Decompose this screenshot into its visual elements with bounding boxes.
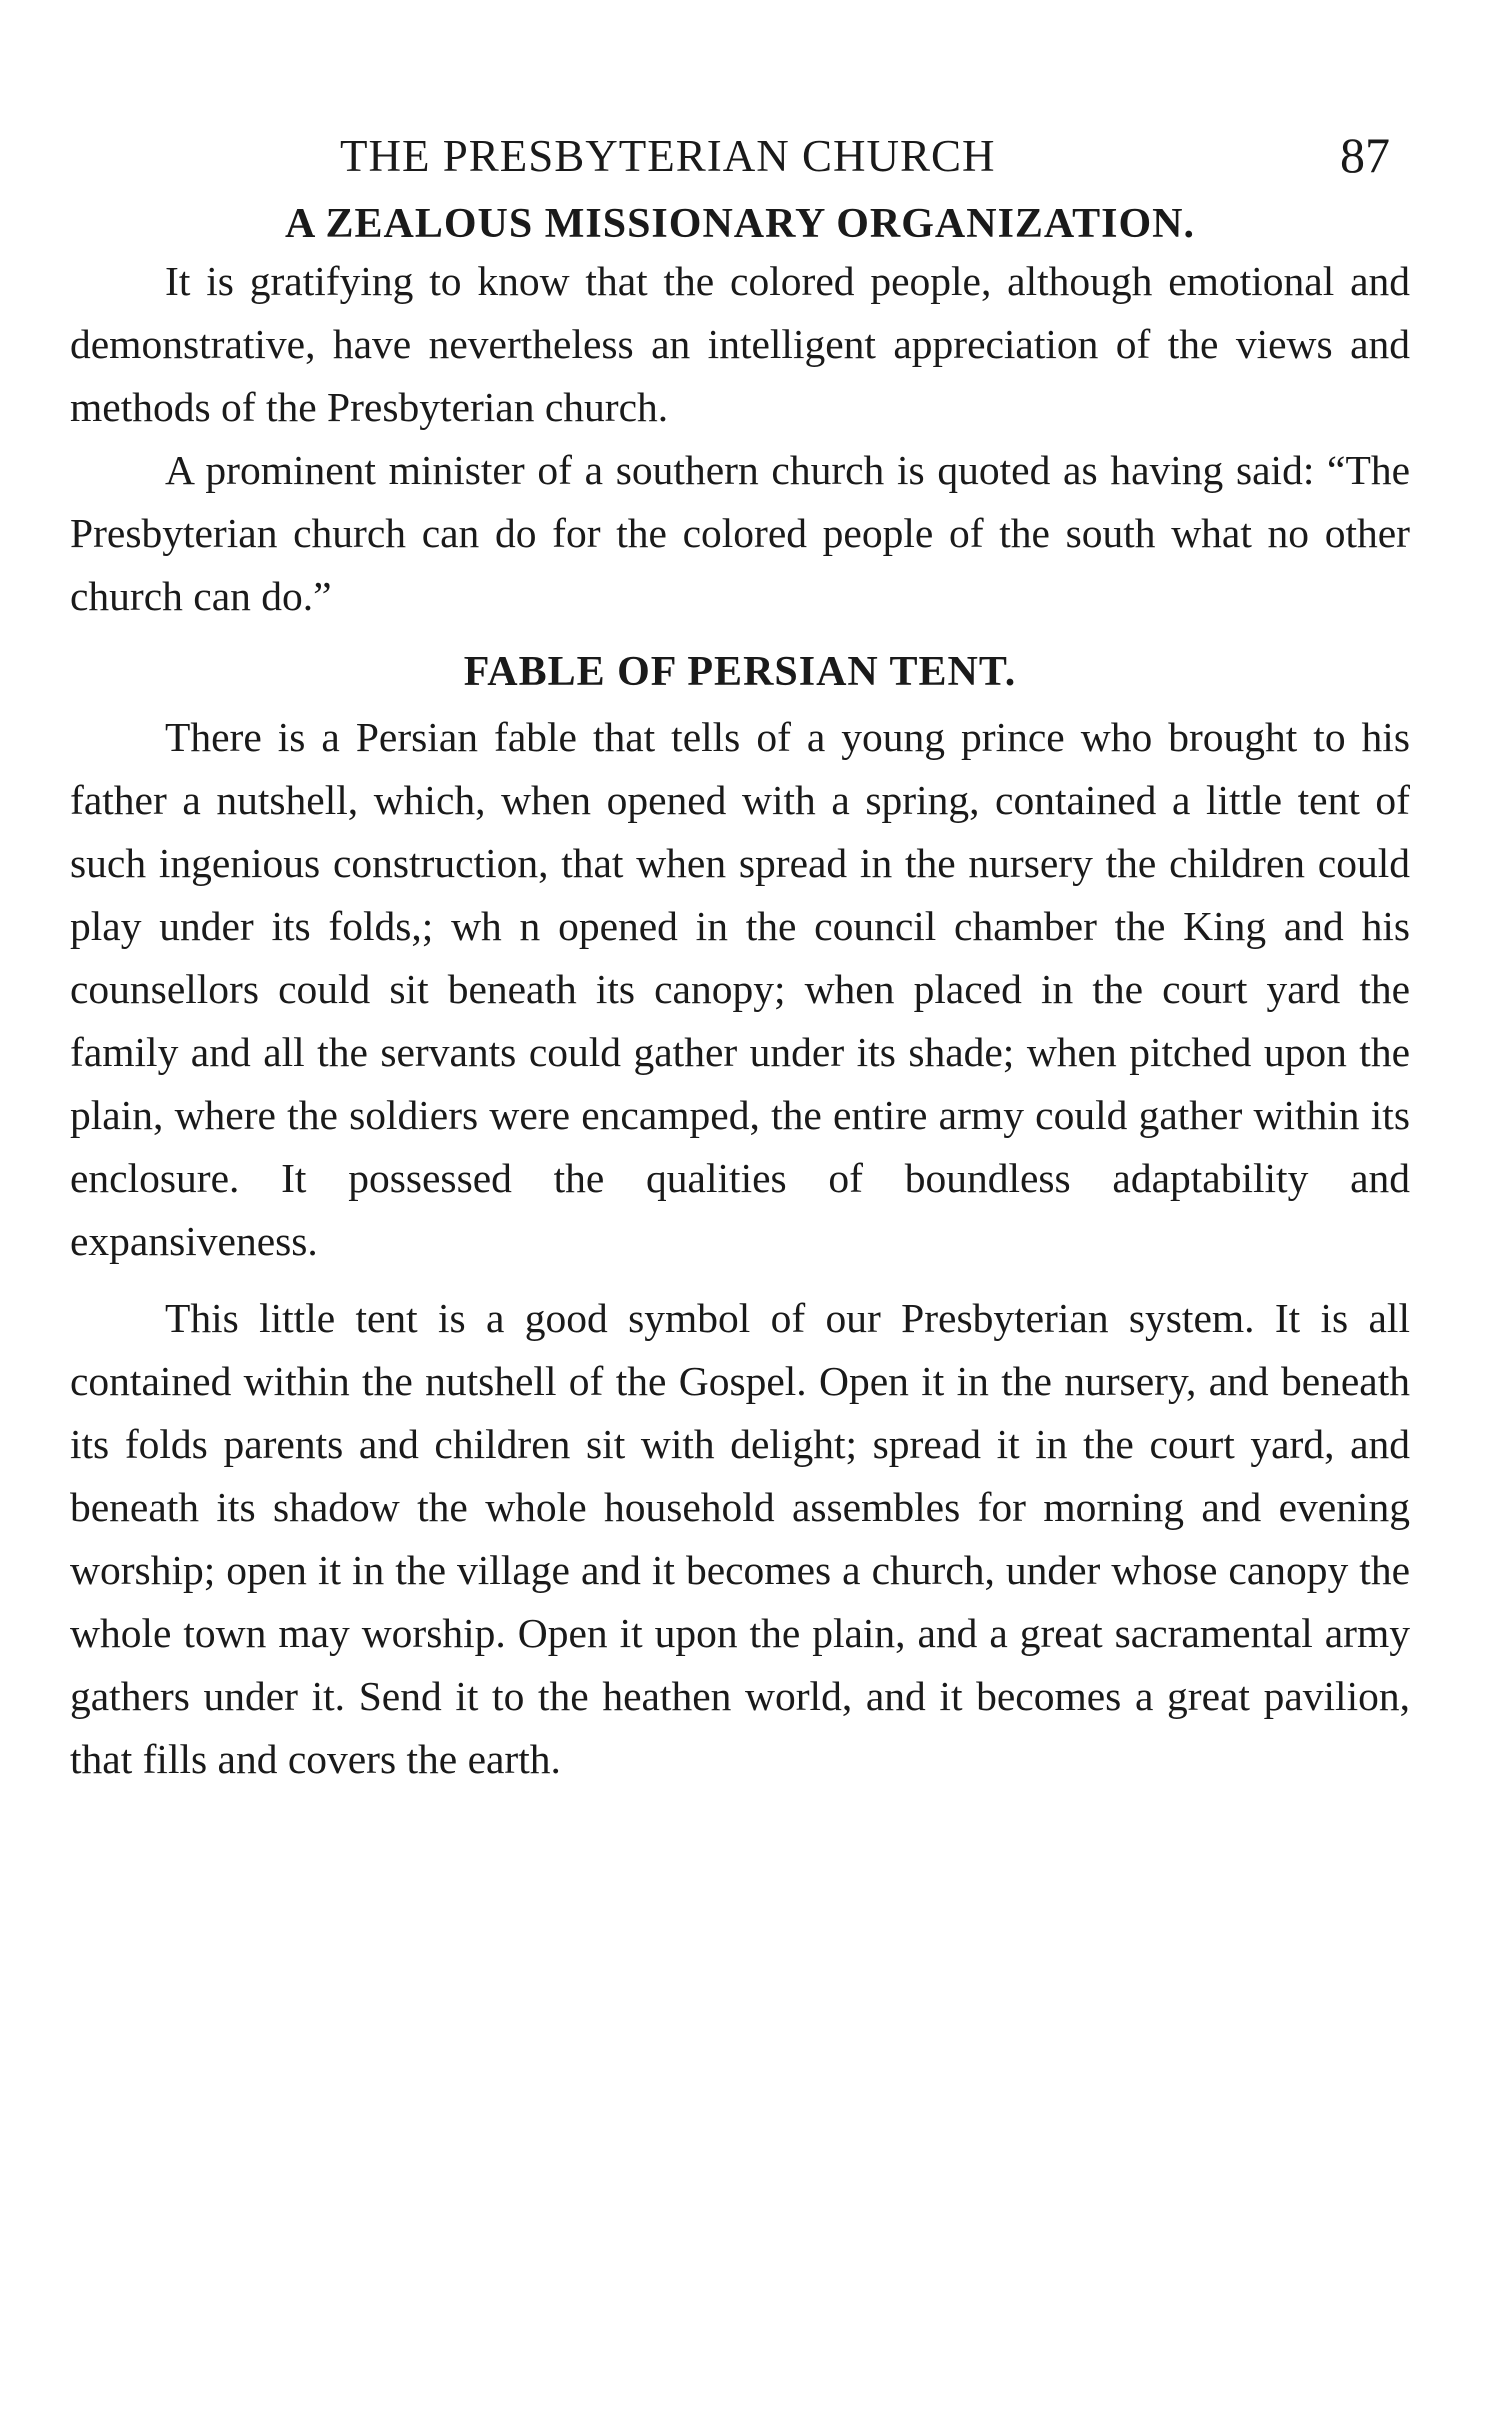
paragraph: A prominent minister of a southern church is quoted as having said: “The Presbyterian church can do for the colored people of the south what no other church can do.” xyxy=(70,447,1410,619)
paragraph: It is gratifying to know that the colored people, although emotional and demonstrative, have nevertheless an intelligent appreciation of the views and methods of the Presbyterian church. xyxy=(70,258,1410,430)
section-heading-missionary: A ZEALOUS MISSIONARY ORGANIZATION. xyxy=(284,201,1195,247)
paragraph: There is a Persian fable that tells of a young prince who brought to his father a nutshell, which, when opened with a spring, contained a little tent of such ingenious construction, that when spread in the nursery the children could play under its folds,; wh n opened in the council chamber the King and his counsellors could sit beneath its canopy; when placed in the court yard the family and all the servants could gather under its shade; when pitched upon the plain, where the soldiers were encamped, the entire army could gather within its enclosure. It possessed the qualities of boundless adaptability and expansiveness. xyxy=(70,714,1410,1264)
book-page xyxy=(70,127,1410,1791)
running-title: THE PRESBYTERIAN CHURCH xyxy=(340,131,996,181)
paragraph: This little tent is a good symbol of our Presbyterian system. It is all contained within the nutshell of the Gospel. Open it in the nursery, and beneath its folds parents and children sit with delight; spread it in the court yard, and beneath its shadow the whole household assembles for morning and evening worship; open it in the village and it becomes a church, under whose canopy the whole town may worship. Open it upon the plain, and a great sacramental army gathers under it. Send it to the heathen world, and it becomes a great pavilion, that fills and covers the earth. xyxy=(70,1295,1410,1782)
page-number: 87 xyxy=(1340,127,1390,183)
running-head xyxy=(70,127,1410,200)
section-heading-fable: FABLE OF PERSIAN TENT. xyxy=(463,649,1017,695)
